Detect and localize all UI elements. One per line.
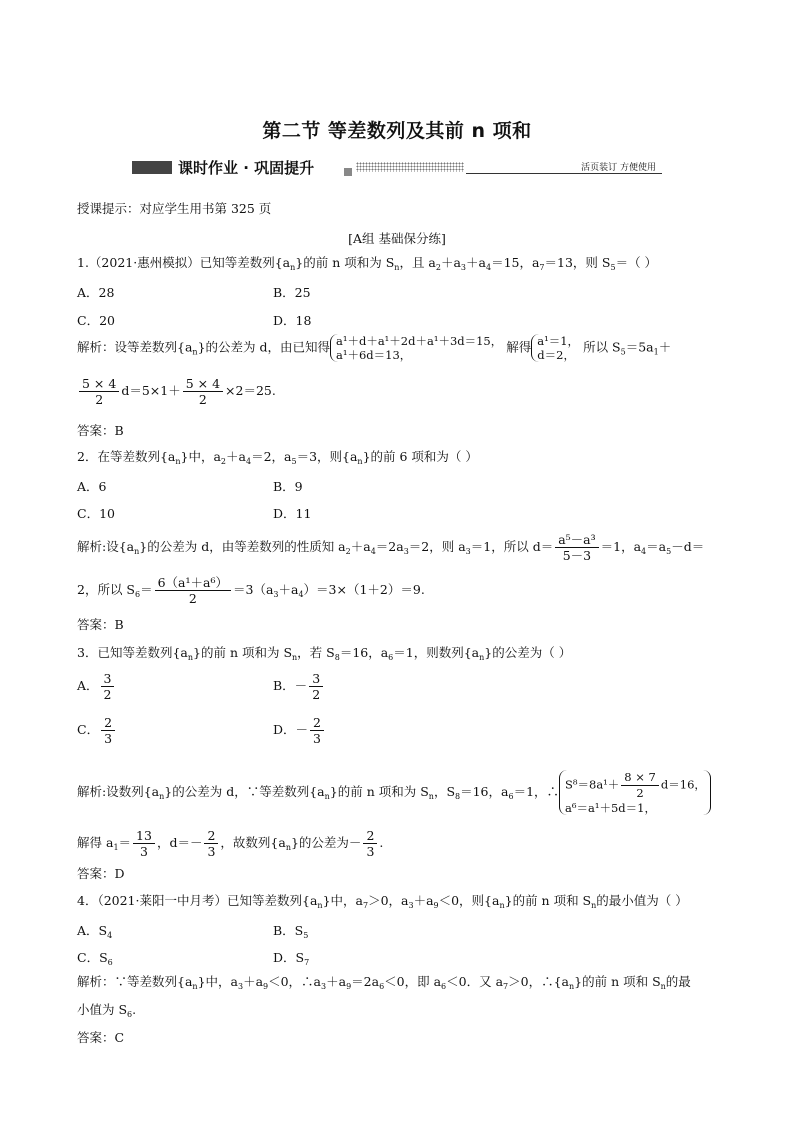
text: 1.（2021·惠州模拟）已知等差数列{a [77,255,291,270]
text: ＋a [350,539,371,554]
text: ×2＝25. [225,383,276,398]
text: d＝2， [537,348,575,362]
sub: 5 [666,547,672,556]
sub: 2 [220,457,227,466]
numerator: 2 [363,828,377,844]
text: －d＝ [671,539,705,554]
numerator: 2 [310,715,324,731]
sub: n [290,263,296,272]
fraction [155,575,231,606]
fraction [621,770,659,801]
denominator: 2 [636,786,644,800]
numerator: 6（a¹＋a⁶） [155,575,231,591]
sub: n [479,653,485,662]
sub: 7 [503,982,509,991]
sub: 3 [408,901,414,910]
system-row [565,770,706,801]
denominator: 3 [366,844,375,859]
q4-option-c [77,948,113,967]
denominator: 5－3 [562,548,592,563]
sub: 3 [403,547,409,556]
q4-option-a [77,921,112,940]
sub: 5 [303,931,309,940]
q4-option-d [273,948,309,967]
sub: n [175,457,181,466]
sub: n [134,547,140,556]
text: ）＝3×（1＋2）＝9. [303,582,425,597]
q3-solution-line-1 [77,770,711,815]
text: D．－ [273,722,309,737]
text: 解得 a [77,835,114,850]
q2-option-a: A．6 [77,479,107,494]
fraction [79,376,119,407]
sub: 4 [485,263,492,272]
text: }的前 n 项和为 S [329,784,429,799]
text: ＝16，a [460,784,509,799]
sub: n [292,653,298,662]
sub: n [187,653,194,662]
text: }的公差为 d，由等差数列的性质知 a [139,539,346,554]
denominator: 3 [104,731,113,746]
text: . [132,1002,137,1017]
q1-option-d: D．18 [273,313,312,328]
text: 3．已知等差数列{a [77,645,188,660]
text: 2．在等差数列{a [77,449,176,464]
text: a¹＋d＋a¹＋2d＋a¹＋3d＝15， [336,334,503,348]
sub: 9 [346,982,352,991]
sub: 5 [291,457,297,466]
sub: 3 [273,590,279,599]
sub: 1 [113,843,119,852]
numerator: a⁵－a³ [555,532,598,548]
denominator: 2 [198,392,207,407]
text: }的前 n 项和为 S [193,645,293,660]
text: }的公差为（ ） [484,645,572,660]
banner-rule [466,173,662,174]
q3-option-c [77,715,117,746]
sub: 8 [455,792,461,801]
sub: 3 [465,547,471,556]
sub: n [357,457,363,466]
sub: 5 [620,347,626,357]
text: ＝3，则{a [296,449,358,464]
text: D．S [273,950,305,965]
question-1-stem [77,255,657,276]
text: ＋ [658,339,672,355]
denominator: 2 [95,392,104,407]
denominator: 2 [103,687,112,702]
text: ＞0，∴{a [508,974,569,989]
denominator: 2 [312,687,321,702]
text: ，S [433,784,456,799]
numerator: 3 [309,671,323,687]
text: ＋a [326,974,347,989]
text: B．S [273,923,304,938]
sub: n [499,901,505,910]
q1-option-c: C．20 [77,313,115,328]
sub: 9 [433,901,439,910]
q1-solution-line-2 [77,376,276,407]
text: ＝1，∴ [513,784,560,799]
sub: 3 [321,982,327,991]
text: ＋a [226,449,246,464]
fraction [309,671,323,702]
denominator: 3 [207,844,216,859]
text: ＋a [243,974,264,989]
sub: 5 [610,263,616,272]
text: . [379,835,384,850]
text: B．－ [273,678,308,693]
sub: n [285,843,291,852]
sub: 6 [135,590,141,599]
text: ＝2a [375,539,404,554]
numerator: 2 [204,828,218,844]
equation-system [531,334,583,362]
text: ＋a [440,255,461,270]
sub: n [324,792,330,801]
text: ＝13，则 S [544,255,611,270]
q1-answer: 答案：B [77,423,124,438]
q2-solution-line-2 [77,575,425,606]
q3-option-a [77,671,116,702]
sub: 4 [245,457,252,466]
sub: 7 [539,263,545,272]
text: ＝ [118,835,132,850]
q3-solution-line-2 [77,828,383,859]
text: a¹＋6d＝13， [336,348,412,362]
text: d＝16， [660,777,706,792]
teaching-hint: 授课提示：对应学生用书第 325 页 [77,201,272,216]
text: ＝a [646,539,667,554]
numerator: 8 × 7 [621,770,659,786]
text: }的前 n 项和 S [574,974,661,989]
sub: n [317,901,323,910]
fraction [204,828,218,859]
sub: 8 [334,653,340,662]
text: }中，a [197,974,238,989]
text: ＋a [278,582,299,597]
text: ＞0，a [368,893,409,908]
text: ＝ [140,582,153,597]
fraction [310,715,324,746]
sub: 7 [304,958,310,967]
text: 小值为 S [77,1002,128,1017]
text: ＝15，a [491,255,540,270]
denominator: 2 [188,591,197,606]
equation-system [330,334,506,362]
sub: 4 [298,590,304,599]
text: 所以 S [583,339,621,355]
banner-square [344,168,352,176]
text: }的前 n 项和 S [504,893,592,908]
text: ，d＝－ [156,835,203,850]
text: ，若 S [297,645,335,660]
fraction [363,828,377,859]
text: ＝（ ） [615,255,658,270]
text: ＝2a [351,974,380,989]
text: ＝5a [625,339,654,355]
text: a¹＝1， [537,334,580,348]
q3-option-d [273,715,326,746]
sub: n [568,982,575,991]
q2-option-b: B．9 [273,479,303,494]
section-banner [132,160,662,178]
text: ＜0．又 a [446,974,504,989]
text: }的公差为 d，由已知得 [197,339,330,355]
sub: 9 [263,982,269,991]
q4-solution-line-2 [77,1002,136,1023]
text: ＝3（a [233,582,274,597]
question-3-stem [77,645,571,666]
fraction [183,376,223,407]
question-2-stem [77,449,478,470]
sub: 6 [388,653,394,662]
sub: n [192,982,198,991]
text: ＋a [466,255,486,270]
sub: 6 [379,982,385,991]
text: ＜0，∴a [268,974,322,989]
sub: n [428,792,434,801]
sub: 3 [237,982,244,991]
sub: 6 [107,958,113,967]
text: C．S [77,950,108,965]
sub: 2 [435,263,441,272]
sub: 6 [441,982,447,991]
text: a⁶＝a¹＋5d＝1， [565,801,656,815]
text: }的公差为 d，∵等差数列{a [164,784,325,799]
text: d＝5×1＋ [121,383,181,398]
numerator: 5 × 4 [79,376,119,392]
q1-option-a: A．28 [77,285,115,300]
sub: 6 [127,1010,133,1019]
sub: 4 [107,931,113,940]
text: ，故数列{a [220,835,286,850]
text: 解析:设数列{a [77,784,160,799]
text: ，且 a [399,255,436,270]
text: ＋a [413,893,434,908]
text: ＝16，a [339,645,389,660]
sub: n [660,982,666,991]
page-title: 第二节 等差数列及其前 n 项和 [262,120,532,142]
sub: n [159,792,165,801]
text: A．S [77,923,108,938]
text: ＝1，则数列{a [393,645,480,660]
banner-heading: 课时作业 · 巩固提升 [178,159,315,177]
text: 4．（2021·莱阳一中月考）已知等差数列{a [77,893,318,908]
text: 解析：设等差数列{a [77,339,193,355]
fraction [133,828,155,859]
text: S⁸＝8a¹＋ [565,777,620,792]
text: ＜0，则{a [438,893,500,908]
fraction [555,532,598,563]
text: }的前 n 项和为 S [295,255,395,270]
numerator: 2 [101,715,115,731]
sub: n [394,263,400,272]
text: 解析:设{a [77,539,135,554]
sub: 3 [460,263,467,272]
sub: n [591,901,597,910]
sub: 4 [641,547,647,556]
sub: 1 [653,347,659,357]
question-4-stem [77,893,688,914]
q2-answer: 答案：B [77,617,124,632]
text: }的前 6 项和为（ ） [362,449,478,464]
numerator: 3 [101,671,115,687]
q1-option-b: B．25 [273,285,311,300]
q4-answer: 答案：C [77,1030,125,1045]
text: ＝2，则 a [408,539,466,554]
text: ＝2，a [251,449,292,464]
text: 的最 [665,974,691,989]
text: A． [77,678,99,693]
numerator: 13 [133,828,155,844]
equation-system [559,770,711,815]
sub: 4 [370,547,376,556]
q3-answer: 答案：D [77,866,125,881]
q4-solution-line-1 [77,974,691,995]
text: }中，a [180,449,221,464]
denominator: 3 [140,844,148,859]
banner-tag: 活页装订 方便使用 [581,163,656,173]
denominator: 3 [313,731,321,746]
q2-option-c: C．10 [77,506,115,521]
text: 解析：∵等差数列{a [77,974,193,989]
text: 2，所以 S [77,582,135,597]
q2-option-d: D．11 [273,506,312,521]
sub: 6 [508,792,514,801]
group-heading: [A组 基础保分练] [348,231,446,246]
text: ＜0，即 a [384,974,442,989]
text: 的最小值为（ ） [596,893,688,908]
q2-solution-line-1 [77,532,704,563]
text: ＝1，所以 d＝ [470,539,554,554]
text: 解得 [506,339,532,355]
text: }中，a [322,893,363,908]
sub: 7 [362,901,369,910]
sub: 2 [345,547,351,556]
fraction [101,671,115,702]
numerator: 5 × 4 [183,376,223,392]
banner-dots [356,162,464,172]
sub: n [192,347,198,357]
q1-solution-line-1 [77,334,671,362]
q3-option-b [273,671,325,702]
q4-option-b [273,921,308,940]
banner-block [132,161,172,174]
fraction [101,715,115,746]
text: ＝1，a [600,539,642,554]
text: C． [77,722,100,737]
text: }的公差为－ [290,835,362,850]
